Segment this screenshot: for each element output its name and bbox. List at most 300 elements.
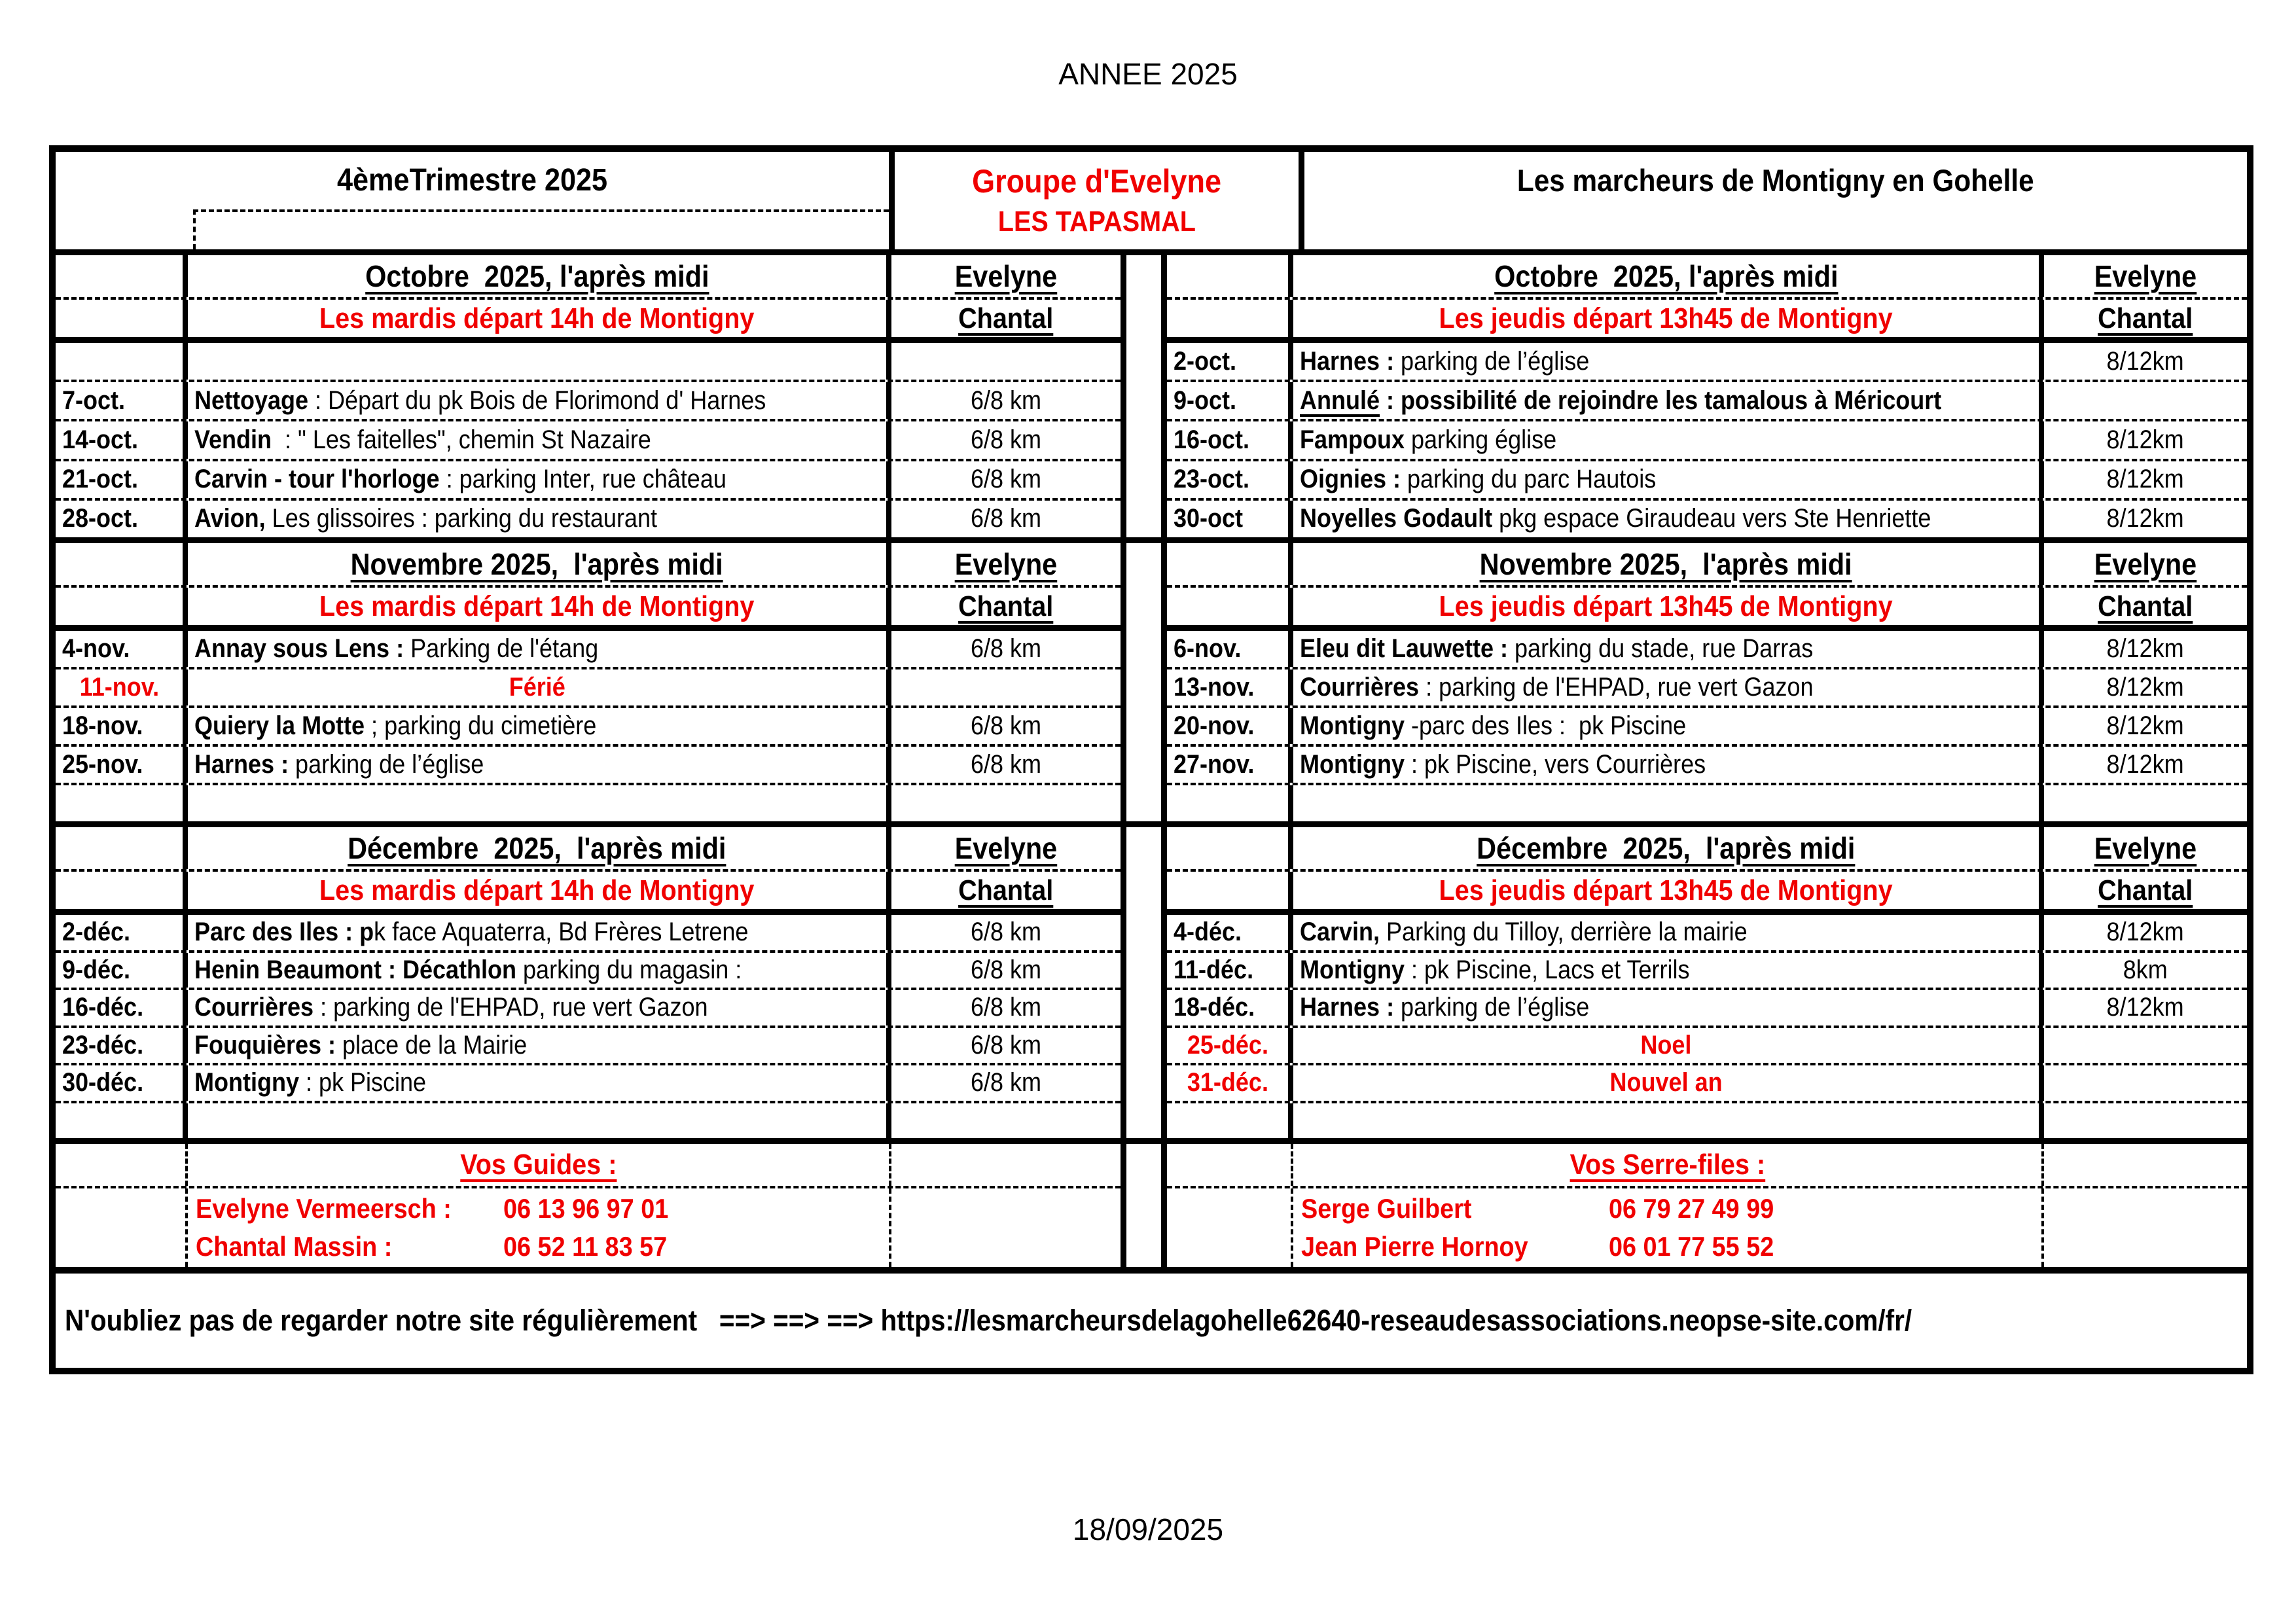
date-cell (1167, 300, 1293, 337)
departure-info-cell: Les mardis départ 14h de Montigny (188, 872, 891, 909)
date-label: 9-oct. (1174, 385, 1237, 415)
website-reminder: N'oubliez pas de regarder notre site régulièrement ==> ==> ==> https://lesmarcheursdelagohelle62640-reseaudesassociations.neopse-site.com/fr/ (65, 1304, 1912, 1337)
contact-entry (196, 1190, 687, 1228)
departure-info-row (1167, 588, 2247, 631)
date-cell (1167, 669, 1293, 705)
date-cell (56, 747, 188, 783)
walk-description: Annulé : possibilité de rejoindre les tamalous à Méricourt (1300, 385, 1942, 415)
leader-cell: Evelyne (2094, 831, 2197, 865)
contact-name: Chantal Massin : (196, 1231, 393, 1262)
walk-description-cell (188, 382, 891, 419)
december-rows (1167, 915, 2247, 1138)
month-header-row (56, 827, 1121, 872)
date-cell (1167, 785, 1293, 821)
walk-description: Harnes : parking de l’église (1300, 993, 1590, 1022)
schedule-row (1167, 990, 2247, 1028)
holiday-row (1167, 1065, 2247, 1103)
print-date: 18/09/2025 (1072, 1512, 1224, 1546)
walk-description-cell (1293, 915, 2044, 950)
walk-description-cell (1293, 461, 2044, 498)
walk-description: Carvin, Parking du Tilloy, derrière la mairie (1300, 918, 1748, 947)
date-cell (1167, 953, 1293, 988)
year-title: ANNEE 2025 (1058, 57, 1238, 91)
departure-info-row (56, 300, 1121, 343)
walk-description-cell (1293, 421, 2044, 458)
walk-description: Vendin : " Les faitelles", chemin St Nazaire (194, 425, 651, 454)
distance-label: 8/12km (2106, 711, 2185, 740)
distance-label: 6/8 km (970, 1030, 1042, 1060)
distance-label: 8/12km (2106, 465, 2185, 494)
month-title-cell: Novembre 2025, l'après midi (1293, 543, 2044, 585)
walk-description-cell (188, 990, 891, 1026)
schedule-row (56, 747, 1121, 785)
date-cell (56, 785, 188, 821)
walk-description-cell (188, 421, 891, 458)
leader-cell: Chantal (958, 590, 1054, 622)
distance-label: 6/8 km (970, 918, 1042, 947)
body-band (56, 255, 2247, 1274)
guides-title-cell: Vos Guides : (185, 1144, 891, 1186)
holiday-row (1167, 1028, 2247, 1066)
schedule-row (56, 382, 1121, 421)
distance-cell (891, 953, 1121, 988)
walk-description: Montigny : pk Piscine, Lacs et Terrils (1300, 955, 1690, 984)
gap-column (1126, 255, 1167, 1267)
month-header-row (56, 255, 1121, 300)
leader-cell: Chantal (2098, 874, 2193, 906)
date-cell (56, 501, 188, 537)
distance-label: 8/12km (2106, 993, 2185, 1022)
month-header-row (1167, 827, 2247, 872)
schedule-row (1167, 421, 2247, 461)
walk-description: Avion, Les glissoires : parking du restaurant (194, 504, 657, 533)
month-title-cell: Octobre 2025, l'après midi (188, 255, 891, 297)
date-cell (1167, 543, 1293, 585)
distance-cell (2044, 953, 2247, 988)
distance-cell (891, 421, 1121, 458)
schedule-row (56, 1065, 1121, 1103)
walk-description-cell (1293, 382, 2044, 419)
section-november-right (1167, 543, 2247, 827)
distance-cell (2044, 785, 2247, 821)
october-rows (56, 343, 1121, 537)
walk-description: Férié (509, 673, 565, 702)
walk-description-cell (1293, 990, 2044, 1026)
schedule-row (1167, 343, 2247, 382)
walk-description-cell (1293, 501, 2044, 537)
date-label: 23-déc. (62, 1030, 144, 1060)
distance-cell (891, 785, 1121, 821)
departure-info-row (1167, 300, 2247, 343)
walk-description: Henin Beaumont : Décathlon parking du magasin : (194, 955, 742, 984)
distance-cell (2044, 421, 2247, 458)
schedule-row (56, 421, 1121, 461)
walk-description-cell (188, 747, 891, 783)
schedule-row (1167, 708, 2247, 747)
date-cell (56, 915, 188, 950)
date-cell (1167, 501, 1293, 537)
date-label: 18-déc. (1174, 993, 1255, 1022)
distance-cell (891, 1103, 1121, 1139)
schedule-row (1167, 461, 2247, 501)
date-cell (56, 631, 188, 667)
leader-cell: Evelyne (2094, 259, 2197, 293)
guides-section (56, 1144, 1121, 1267)
walk-description-cell (188, 708, 891, 744)
date-label: 30-déc. (62, 1068, 144, 1097)
date-cell (56, 255, 188, 297)
walk-description: Montigny -parc des Iles : pk Piscine (1300, 711, 1687, 740)
date-cell (56, 953, 188, 988)
walk-description: Nouvel an (1609, 1068, 1723, 1097)
club-name: Les marcheurs de Montigny en Gohelle (1517, 163, 2034, 198)
km-cell (2044, 1188, 2247, 1267)
group-name: Groupe d'Evelyne (972, 163, 1221, 200)
schedule-row (1167, 631, 2247, 669)
october-rows (1167, 343, 2247, 537)
km-cell (2044, 1144, 2247, 1186)
date-cell (56, 827, 188, 869)
departure-info-cell: Les mardis départ 14h de Montigny (188, 588, 891, 625)
schedule-row (56, 708, 1121, 747)
sweepers-title-cell: Vos Serre-files : (1291, 1144, 2044, 1186)
date-cell (56, 1103, 188, 1139)
distance-label: 6/8 km (970, 955, 1042, 984)
walk-description-cell (188, 669, 891, 705)
distance-label: 6/8 km (970, 504, 1042, 533)
schedule-row (1167, 915, 2247, 953)
walk-description-cell (1293, 1065, 2044, 1101)
section-november-left (56, 543, 1121, 827)
distance-cell (2044, 1028, 2247, 1063)
date-cell (56, 300, 188, 337)
walk-description-cell (188, 915, 891, 950)
contact-name: Serge Guilbert (1301, 1193, 1472, 1224)
sweepers-entries-cell (1291, 1188, 2044, 1267)
sweepers-title-row (1167, 1144, 2247, 1188)
distance-label: 6/8 km (970, 634, 1042, 663)
walk-description: Montigny : pk Piscine, vers Courrières (1300, 750, 1706, 779)
distance-cell (891, 1028, 1121, 1063)
month-title-cell: Décembre 2025, l'après midi (1293, 827, 2044, 869)
date-cell (56, 1144, 188, 1186)
distance-label: 8/12km (2106, 750, 2185, 779)
walk-description-cell (188, 343, 891, 380)
month-header-row (1167, 255, 2247, 300)
date-label: 6-nov. (1174, 634, 1242, 663)
walk-description-cell (1293, 953, 2044, 988)
date-label: 14-oct. (62, 425, 139, 454)
walk-description: Noyelles Godault pkg espace Giraudeau vers Ste Henriette (1300, 504, 1931, 533)
walk-description: Harnes : parking de l’église (194, 750, 484, 779)
date-label: 20-nov. (1174, 711, 1255, 740)
distance-cell (891, 382, 1121, 419)
date-cell (56, 461, 188, 498)
distance-cell (2044, 382, 2247, 419)
distance-label: 6/8 km (970, 750, 1042, 779)
distance-cell (2044, 461, 2247, 498)
date-label: 23-oct. (1174, 465, 1250, 494)
leader-cell: Chantal (2098, 302, 2193, 334)
walk-description: Fouquières : place de la Mairie (194, 1030, 528, 1060)
departure-info-row (1167, 872, 2247, 915)
walk-description: Fampoux parking église (1300, 425, 1557, 454)
walk-description: Carvin - tour l'horloge : parking Inter, rue château (194, 465, 726, 494)
date-cell (1167, 915, 1293, 950)
schedule-row (56, 501, 1121, 537)
distance-label: 8km (2123, 955, 2168, 984)
walk-description: Nettoyage : Départ du pk Bois de Florimond d' Harnes (194, 385, 766, 415)
section-october-right (1167, 255, 2247, 543)
walk-description: Courrières : parking de l'EHPAD, rue vert Gazon (1300, 673, 1814, 702)
distance-label: 6/8 km (970, 385, 1042, 415)
schedule-row (1167, 953, 2247, 991)
date-label: 2-déc. (62, 918, 131, 947)
month-title-cell: Octobre 2025, l'après midi (1293, 255, 2044, 297)
date-cell (56, 1188, 188, 1267)
distance-cell (2044, 915, 2247, 950)
distance-label: 8/12km (2106, 918, 2185, 947)
empty-row (56, 785, 1121, 821)
leader-cell: Evelyne (954, 259, 1058, 293)
date-label: 31-déc. (1187, 1068, 1268, 1097)
walk-description-cell (1293, 785, 2044, 821)
schedule-row (1167, 501, 2247, 537)
sweepers-section (1167, 1144, 2247, 1267)
date-cell (1167, 343, 1293, 380)
distance-cell (2044, 501, 2247, 537)
date-label: 4-déc. (1174, 918, 1242, 947)
date-label: 11-déc. (1174, 955, 1254, 984)
date-cell (56, 990, 188, 1026)
contact-phone: 06 13 96 97 01 (503, 1193, 669, 1224)
distance-cell (2044, 669, 2247, 705)
departure-info-cell: Les mardis départ 14h de Montigny (188, 300, 891, 337)
empty-row (56, 1103, 1121, 1139)
distance-cell (2044, 1103, 2247, 1139)
distance-label: 6/8 km (970, 465, 1042, 494)
sweepers-entries-row (1167, 1188, 2247, 1267)
distance-cell (891, 708, 1121, 744)
walk-description-cell (188, 1028, 891, 1063)
date-cell (1167, 747, 1293, 783)
group-cell (895, 152, 1304, 249)
distance-cell (2044, 1065, 2247, 1101)
date-cell (1167, 1065, 1293, 1101)
distance-label: 6/8 km (970, 993, 1042, 1022)
walk-description: Parc des Iles : pk face Aquaterra, Bd Frères Letrene (194, 918, 749, 947)
distance-label: 8/12km (2106, 504, 2185, 533)
date-cell (1167, 588, 1293, 625)
walk-description-cell (1293, 669, 2044, 705)
date-cell (56, 588, 188, 625)
distance-cell (891, 1065, 1121, 1101)
date-cell (56, 382, 188, 419)
schedule-row (1167, 382, 2247, 421)
distance-label: 6/8 km (970, 711, 1042, 740)
walk-description-cell (1293, 1103, 2044, 1139)
walk-description-cell (188, 1065, 891, 1101)
section-october-left (56, 255, 1121, 543)
tuesday-schedule-table (56, 255, 1126, 1267)
walk-description-cell (188, 501, 891, 537)
date-label: 7-oct. (62, 385, 126, 415)
guides-entries-cell (185, 1188, 891, 1267)
date-label: 25-nov. (62, 750, 143, 779)
date-label: 4-nov. (62, 634, 130, 663)
walk-description-cell (1293, 747, 2044, 783)
empty-row (1167, 1103, 2247, 1139)
contact-name: Jean Pierre Hornoy (1301, 1231, 1528, 1262)
walk-description: Eleu dit Lauwette : parking du stade, rue Darras (1300, 634, 1814, 663)
distance-cell (891, 631, 1121, 667)
distance-label: 8/12km (2106, 346, 2185, 376)
km-cell (891, 1144, 1121, 1186)
leader-cell: Chantal (958, 874, 1054, 906)
date-label: 18-nov. (62, 711, 143, 740)
date-cell (56, 872, 188, 909)
holiday-row (56, 669, 1121, 708)
distance-cell (891, 747, 1121, 783)
distance-cell (2044, 343, 2247, 380)
trimester-cell (56, 152, 895, 249)
walk-description: Courrières : parking de l'EHPAD, rue vert Gazon (194, 993, 708, 1022)
departure-info-cell: Les jeudis départ 13h45 de Montigny (1293, 588, 2044, 625)
walk-description: Noel (1640, 1030, 1692, 1060)
month-title-cell: Novembre 2025, l'après midi (188, 543, 891, 585)
leader-cell: Chantal (958, 302, 1054, 334)
date-cell (56, 1028, 188, 1063)
november-rows (56, 631, 1121, 821)
departure-info-row (56, 588, 1121, 631)
date-label: 11-nov. (79, 673, 159, 702)
leader-cell: Chantal (2098, 590, 2193, 622)
distance-cell (891, 669, 1121, 705)
leader-cell: Evelyne (2094, 547, 2197, 581)
date-cell (1167, 382, 1293, 419)
date-cell (56, 421, 188, 458)
month-header-row (1167, 543, 2247, 588)
date-cell (1167, 461, 1293, 498)
november-rows (1167, 631, 2247, 821)
schedule-table (49, 145, 2253, 1374)
contact-entry (1301, 1190, 1792, 1228)
walk-description: Oignies : parking du parc Hautois (1300, 465, 1657, 494)
schedule-row (56, 1028, 1121, 1066)
date-label: 27-nov. (1174, 750, 1255, 779)
date-label: 30-oct (1174, 504, 1244, 533)
walk-description-cell (188, 631, 891, 667)
walk-description-cell (188, 785, 891, 821)
walk-description-cell (188, 953, 891, 988)
walk-description: Harnes : parking de l’église (1300, 346, 1590, 376)
contact-phone: 06 52 11 83 57 (503, 1231, 668, 1262)
distance-cell (891, 461, 1121, 498)
date-label: 16-déc. (62, 993, 144, 1022)
distance-label: 8/12km (2106, 634, 2185, 663)
section-december-right (1167, 827, 2247, 1144)
trimester-title: 4èmeTrimestre 2025 (336, 163, 608, 198)
distance-label: 8/12km (2106, 425, 2185, 454)
dashed-empty-box (193, 209, 889, 249)
leader-cell: Evelyne (954, 831, 1058, 865)
date-label: 28-oct. (62, 504, 139, 533)
date-cell (56, 1065, 188, 1101)
schedule-row (56, 990, 1121, 1028)
header-band (56, 152, 2247, 255)
date-cell (56, 343, 188, 380)
date-cell (1167, 872, 1293, 909)
walk-description-cell (1293, 1028, 2044, 1063)
empty-row (1167, 785, 2247, 821)
schedule-row (56, 915, 1121, 953)
distance-cell (891, 990, 1121, 1026)
empty-row (56, 343, 1121, 382)
date-label: 25-déc. (1187, 1030, 1268, 1060)
contact-name: Evelyne Vermeersch : (196, 1193, 452, 1224)
december-rows (56, 915, 1121, 1138)
schedule-row (56, 631, 1121, 669)
club-cell (1304, 152, 2247, 249)
date-cell (56, 669, 188, 705)
km-cell (891, 1188, 1121, 1267)
distance-cell (2044, 990, 2247, 1026)
walk-description-cell (188, 1103, 891, 1139)
walk-description-cell (188, 461, 891, 498)
distance-cell (891, 915, 1121, 950)
date-label: 16-oct. (1174, 425, 1250, 454)
contact-phone: 06 01 77 55 52 (1609, 1231, 1774, 1262)
date-cell (1167, 1028, 1293, 1063)
walk-description-cell (1293, 708, 2044, 744)
date-cell (1167, 1188, 1293, 1267)
date-cell (1167, 1103, 1293, 1139)
leader-cell: Evelyne (954, 547, 1058, 581)
thursday-schedule-table (1167, 255, 2247, 1267)
contact-phone: 06 79 27 49 99 (1609, 1193, 1774, 1224)
distance-label: 6/8 km (970, 425, 1042, 454)
schedule-row (56, 953, 1121, 991)
schedule-row (56, 461, 1121, 501)
departure-info-cell: Les jeudis départ 13h45 de Montigny (1293, 300, 2044, 337)
distance-cell (891, 343, 1121, 380)
guides-entries-row (56, 1188, 1121, 1267)
date-cell (1167, 1144, 1293, 1186)
date-cell (1167, 990, 1293, 1026)
schedule-row (1167, 669, 2247, 708)
date-label: 13-nov. (1174, 673, 1255, 702)
schedule-row (1167, 747, 2247, 785)
month-header-row (56, 543, 1121, 588)
walk-description-cell (1293, 631, 2044, 667)
walk-description: Quiery la Motte ; parking du cimetière (194, 711, 597, 740)
date-cell (56, 708, 188, 744)
group-subname: LES TAPASMAL (997, 205, 1196, 238)
distance-cell (2044, 747, 2247, 783)
distance-cell (891, 501, 1121, 537)
date-label: 9-déc. (62, 955, 131, 984)
date-cell (1167, 421, 1293, 458)
walk-description: Montigny : pk Piscine (194, 1068, 427, 1097)
walk-description-cell (1293, 343, 2044, 380)
date-label: 2-oct. (1174, 346, 1237, 376)
date-cell (1167, 708, 1293, 744)
month-title-cell: Décembre 2025, l'après midi (188, 827, 891, 869)
departure-info-row (56, 872, 1121, 915)
walk-description: Annay sous Lens : Parking de l'étang (194, 634, 599, 663)
contact-entry (1301, 1228, 1792, 1266)
date-cell (1167, 827, 1293, 869)
